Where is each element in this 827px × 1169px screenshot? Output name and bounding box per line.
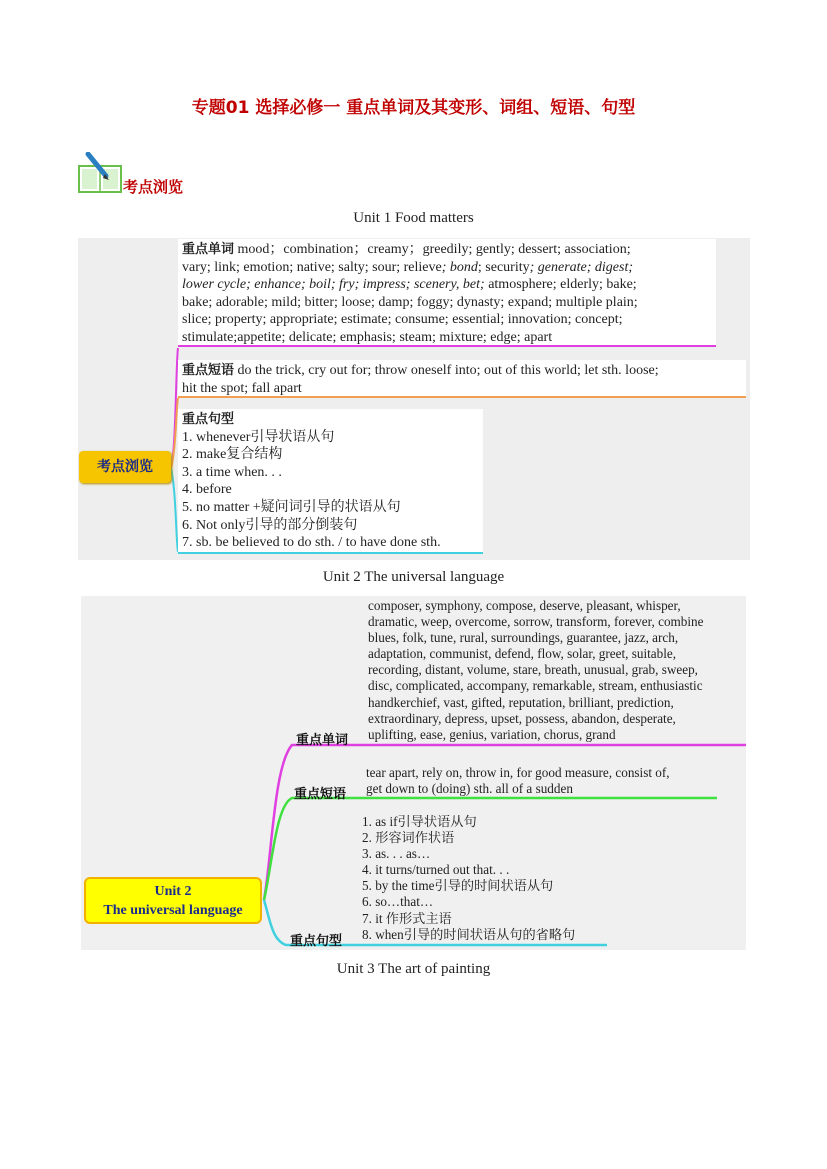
notebook-pencil-icon [76,152,124,194]
unit2-words-label: 重点单词 [296,733,349,748]
unit2-phrases-line: get down to (doing) sth. all of a sudden [366,781,573,797]
unit2-sentences-text [362,814,622,943]
section-title: 考点浏览 [123,178,184,196]
unit2-sentence-item: 1. as if引导状语从句 [362,814,477,829]
unit2-words-line: recording, distant, volume, stare, breath, unusual, grab, sweep, [368,662,698,678]
unit2-words-line: adaptation, communist, defend, flow, solar, greet, suitable, [368,646,677,662]
unit2-sentence-item: 3. as. . . as… [362,846,431,862]
unit1-words-italic: ; generate; digest; [529,259,634,275]
unit1-phrases-box [178,360,746,398]
unit1-sentence-item: 4. before [182,482,232,498]
unit2-sentence-item: 5. by the time引导的时间状语从句 [362,878,554,894]
unit1-words-line: mood；combination；creamy；greedily; gently; dessert; association; [234,242,631,257]
unit1-sentences-label: 重点句型 [182,412,235,427]
unit1-phrases-label: 重点短语 [182,363,235,378]
unit2-words-text [368,598,746,743]
unit3-heading: Unit 3 The art of painting [336,961,491,977]
unit2-words-line: blues, folk, tune, rural, surroundings, guarantee, jazz, arch, [368,630,679,646]
unit2-words-line: disc, complicated, accompany, remarkable, stream, enthusiastic [368,678,703,694]
unit1-sentence-item: 7. sb. be believed to do sth. / to have done sth. [182,535,441,551]
unit2-heading: Unit 2 The universal language [322,569,505,585]
unit1-sentence-item: 1. whenever引导状语从句 [182,429,335,445]
unit1-sentences-box [178,409,483,554]
unit2-words-line: extraordinary, depress, upset, possess, abandon, desperate, [368,710,676,726]
unit1-words-text: ; security [477,259,530,275]
unit1-words-italic: ; bond [441,259,478,275]
unit2-sentence-item: 6. so…that… [362,894,434,910]
document-title: 专题01 选择必修一 重点单词及其变形、词组、短语、句型 [191,98,636,118]
unit1-sentence-item: 5. no matter +疑问词引导的状语从句 [182,499,401,515]
unit1-words-line: slice; property; appropriate; estimate; consume; essential; innovation; concept; [182,312,623,328]
unit2-topic-tag [84,877,262,924]
unit2-phrases-label: 重点短语 [294,787,347,802]
unit2-tag-line1: Unit 2 [154,884,192,899]
unit2-words-line: composer, symphony, compose, deserve, pleasant, whisper, [368,598,681,613]
unit1-words-line: stimulate;appetite; delicate; emphasis; steam; mixture; edge; apart [182,329,553,345]
unit1-phrases-line: do the trick, cry out for; throw oneself into; out of this world; let sth. loose; [234,363,659,378]
unit2-tag-line2: The universal language [103,903,243,918]
unit2-sentences-label: 重点句型 [290,934,343,949]
unit2-phrases-line: tear apart, rely on, throw in, for good measure, consist of, [366,765,670,780]
unit2-words-line: uplifting, ease, genius, variation, chorus, grand [368,726,616,742]
unit2-phrases-text [366,765,746,797]
unit1-sentence-item: 3. a time when. . . [182,464,282,480]
unit2-words-line: handkerchief, vast, gifted, reputation, brilliant, prediction, [368,694,674,710]
unit2-sentence-item: 4. it turns/turned out that. . . [362,862,510,878]
unit1-words-line: vary; link; emotion; native; salty; sour; relieve [182,259,442,275]
unit1-sentence-item: 6. Not only引导的部分倒装句 [182,517,358,533]
unit1-words-label: 重点单词 [182,242,235,257]
unit1-sentence-item: 2. make复合结构 [182,447,283,463]
unit1-words-box [178,239,716,347]
unit2-sentence-item: 2. 形容词作状语 [362,830,455,846]
unit1-words-line: lower cycle; enhance; boil; fry; impress; scenery, bet; [182,277,485,293]
unit1-phrases-line: hit the spot; fall apart [182,380,302,396]
unit2-sentence-item: 7. it 作形式主语 [362,910,452,926]
unit1-words-line: bake; adorable; mild; bitter; loose; damp; foggy; dynasty; expand; multiple plain; [182,294,638,310]
unit1-topic-tag: 考点浏览 [79,451,171,483]
unit1-words-text: atmosphere; elderly; bake; [484,277,637,293]
unit1-heading: Unit 1 Food matters [353,210,474,226]
unit2-sentence-item: 8. when引导的时间状语从句的省略句 [362,926,576,942]
unit2-words-line: dramatic, weep, overcome, sorrow, transform, forever, combine [368,614,704,630]
